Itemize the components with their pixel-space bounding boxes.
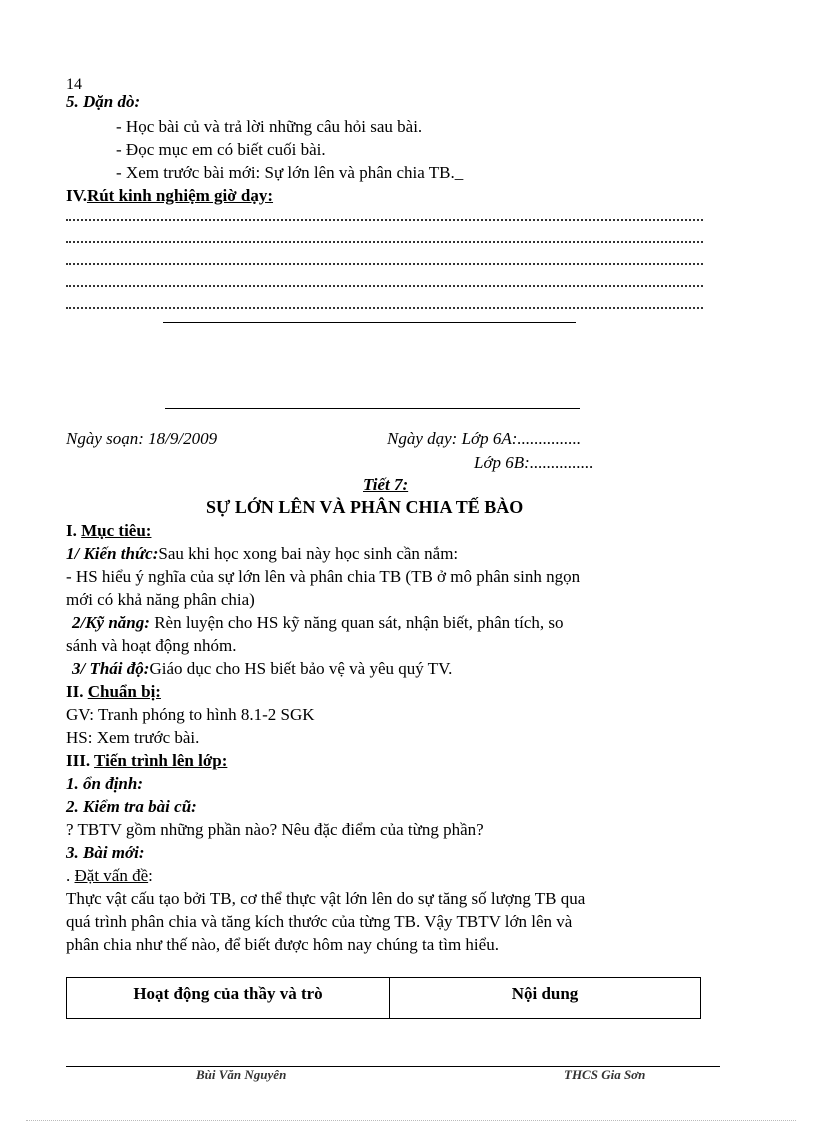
knowledge-line [66,544,458,564]
dotted-line [66,275,703,287]
intro-paragraph-2: quá trình phân chia và tăng kích thước của từng TB. Vậy TBTV lớn lên và [66,912,573,931]
dotted-line [66,231,703,243]
knowledge-detail-1: - HS hiểu ý nghĩa của sự lớn lên và phân chia TB (TB ở mô phân sinh ngọn [66,567,581,586]
procedure-prefix: III. [66,751,95,770]
activity-table [66,977,701,1019]
lesson-number: Tiết 7: [363,475,409,494]
attitude-line [72,659,452,679]
homework-item-1: - Học bài củ và trả lời những câu hỏi sau bài. [116,117,423,136]
intro-paragraph-1: Thực vật cấu tạo bởi TB, cơ thể thực vật lớn lên do sự tăng số lượng TB qua [66,889,586,908]
separator-line [165,408,580,409]
section-4-prefix: IV. [66,186,87,205]
intro-line [66,866,153,886]
teach-date-6a: Ngày dạy: Lớp 6A:............... [387,429,582,448]
preparation-heading [66,682,161,702]
homework-item-3: - Xem trước bài mới: Sự lớn lên và phân chia TB._ [116,163,464,182]
procedure-heading [66,751,227,771]
intro-label: Đặt vấn đề [74,866,149,885]
skill-text: Rèn luyện cho HS kỹ năng quan sát, nhận biết, phân tích, so [149,613,564,632]
knowledge-label: 1/ Kiến thức: [66,544,159,563]
attitude-label: 3/ Thái độ: [72,659,150,678]
objectives-heading [66,521,151,541]
preparation-hs: HS: Xem trước bài. [66,728,200,747]
page-bottom-border [26,1120,796,1121]
step-3: 3. Bài mới: [66,843,145,862]
intro-suffix: : [148,866,153,885]
review-question: ? TBTV gồm những phần nào? Nêu đặc điểm của từng phần? [66,820,484,839]
knowledge-detail-2: mới có khả năng phân chia) [66,590,255,609]
procedure-title: Tiến trình lên lớp: [94,751,228,770]
teach-date-6b: Lớp 6B:............... [474,453,594,472]
attitude-text: Giáo dục cho HS biết bảo vệ và yêu quý TV. [149,659,453,678]
section-4-heading [66,186,273,206]
objectives-prefix: I. [66,521,82,540]
step-1: 1. ổn định: [66,774,143,793]
knowledge-text: Sau khi học xong bai này học sinh cần nắm: [158,544,459,563]
preparation-title: Chuẩn bị: [87,682,161,701]
skill-line [72,613,564,633]
dotted-line [66,253,703,265]
skill-label: 2/Kỹ năng: [72,613,150,632]
section-4-title: Rút kinh nghiệm giờ dạy: [86,186,274,205]
intro-paragraph-3: phân chia như thế nào, để biết được hôm nay chúng ta tìm hiểu. [66,935,499,954]
section-5-heading: 5. Dặn dò: [66,92,141,111]
objectives-title: Mục tiêu: [81,521,152,540]
intro-prefix: . [66,866,75,885]
footer-author: Bùi Văn Nguyên [196,1067,287,1082]
table-header-content: Nội dung [511,984,579,1003]
footer-school: THCS Gia Sơn [564,1067,646,1082]
separator-line [163,322,576,323]
preparation-prefix: II. [66,682,88,701]
table-header-activity: Hoạt động của thầy và trò [67,978,390,1018]
skill-detail: sánh và hoạt động nhóm. [66,636,237,655]
homework-item-2: - Đọc mục em có biết cuối bài. [116,140,326,159]
lesson-title: SỰ LỚN LÊN VÀ PHÂN CHIA TẾ BÀO [206,497,524,517]
prep-date: Ngày soạn: 18/9/2009 [66,429,218,448]
dotted-line [66,297,703,309]
step-2: 2. Kiểm tra bài cũ: [66,797,197,816]
dotted-line [66,209,703,221]
preparation-gv: GV: Tranh phóng to hình 8.1-2 SGK [66,705,315,724]
page-number: 14 [66,76,82,93]
